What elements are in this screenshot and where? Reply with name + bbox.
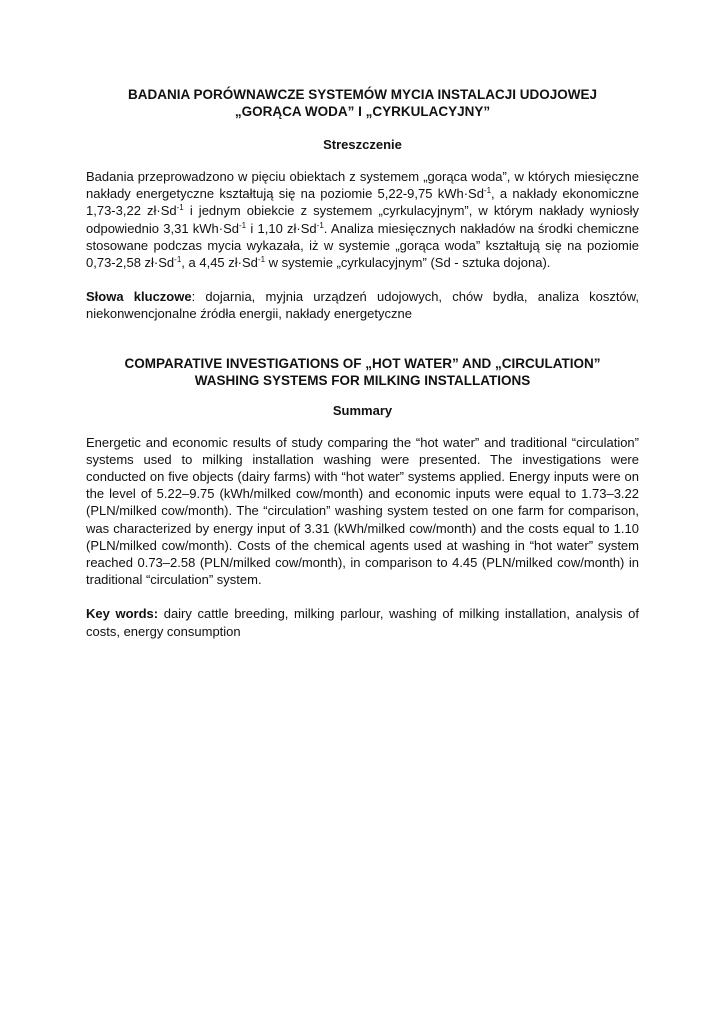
keywords-text: : dojarnia, myjnia urządzeń udojowych, chów bydła, analiza kosztów, niekonwencjonalne źródła energii, nakłady energetyczne bbox=[86, 289, 639, 322]
english-summary-heading: Summary bbox=[332, 402, 393, 418]
keywords-text: dairy cattle breeding, milking parlour, washing of milking installation, analysis of costs, energy consumption bbox=[86, 606, 640, 639]
polish-title-line-2: „GORĄCA WODA” I „CYRKULACYJNY” bbox=[234, 104, 491, 119]
english-title-line-1: COMPARATIVE INVESTIGATIONS OF „HOT WATER” AND „CIRCULATION” bbox=[124, 355, 601, 371]
keywords-label: Słowa kluczowe bbox=[86, 289, 192, 305]
polish-title-line-1: BADANIA PORÓWNAWCZE SYSTEMÓW MYCIA INSTALACJI UDOJOWEJ bbox=[127, 87, 597, 102]
superscript: -1 bbox=[483, 186, 492, 196]
paper-page bbox=[86, 86, 639, 640]
polish-abstract bbox=[86, 168, 639, 271]
polish-title bbox=[86, 86, 639, 120]
polish-abstract-heading: Streszczenie bbox=[323, 137, 402, 152]
superscript: -1 bbox=[174, 255, 182, 265]
abstract-text: , a nakłady ekonomiczne 1,73-3,22 zł·Sd bbox=[86, 186, 639, 219]
english-summary: Energetic and economic results of study comparing the “hot water” and traditional “circulation” systems used to milking installation washing were presented. The investigations were conducted on five objects (dairy farms) with “hot water” systems applied. Energy inputs were on the level of 5.22–9.75 (kWh/milked cow/month) and economic inputs were equal to 1.73–3.22 (PLN/milked cow/month). The “circulation” washing system tested on one farm for comparison, was characterized by energy input of 3.31 (kWh/milked cow/month) and the costs equal to 1.10 (PLN/milked cow/month). Costs of the chemical agents used at washing in “hot water” system reached 0.73–2.58 (PLN/milked cow/month), in comparison to 4.45 (PLN/milked cow/month) in traditional “circulation” system. bbox=[86, 434, 639, 588]
superscript: -1 bbox=[257, 255, 266, 265]
abstract-text: Badania przeprowadzono w pięciu obiektach z systemem „gorąca woda”, w których miesięczne nakłady energetyczne kształtują się na poziomie 5,22-9,75 kWh·Sd bbox=[86, 169, 639, 202]
keywords-label: Key words: bbox=[86, 606, 159, 622]
abstract-text: w systemie „cyrkulacyjnym” (Sd - sztuka dojona). bbox=[265, 255, 551, 271]
abstract-text: i 1,10 zł·Sd bbox=[246, 220, 317, 236]
abstract-text: i jednym obiekcie z systemem „cyrkulacyjnym”, w którym nakłady wyniosły odpowiednio 3,31 kWh·Sd bbox=[86, 203, 639, 236]
english-title bbox=[86, 355, 639, 389]
english-title-line-2: WASHING SYSTEMS FOR MILKING INSTALLATIONS bbox=[194, 372, 531, 388]
abstract-text: , a 4,45 zł·Sd bbox=[181, 255, 258, 271]
polish-keywords bbox=[86, 288, 639, 322]
superscript: -1 bbox=[316, 220, 324, 230]
english-keywords bbox=[86, 605, 639, 639]
abstract-text: . Analiza miesięcznych nakładów na środki chemiczne stosowane podczas mycia wykazała, iż w systemie „gorąca woda” kształtują się na poziomie 0,73-2,58 zł·Sd bbox=[86, 220, 639, 271]
superscript: -1 bbox=[176, 203, 184, 213]
superscript: -1 bbox=[239, 220, 247, 230]
